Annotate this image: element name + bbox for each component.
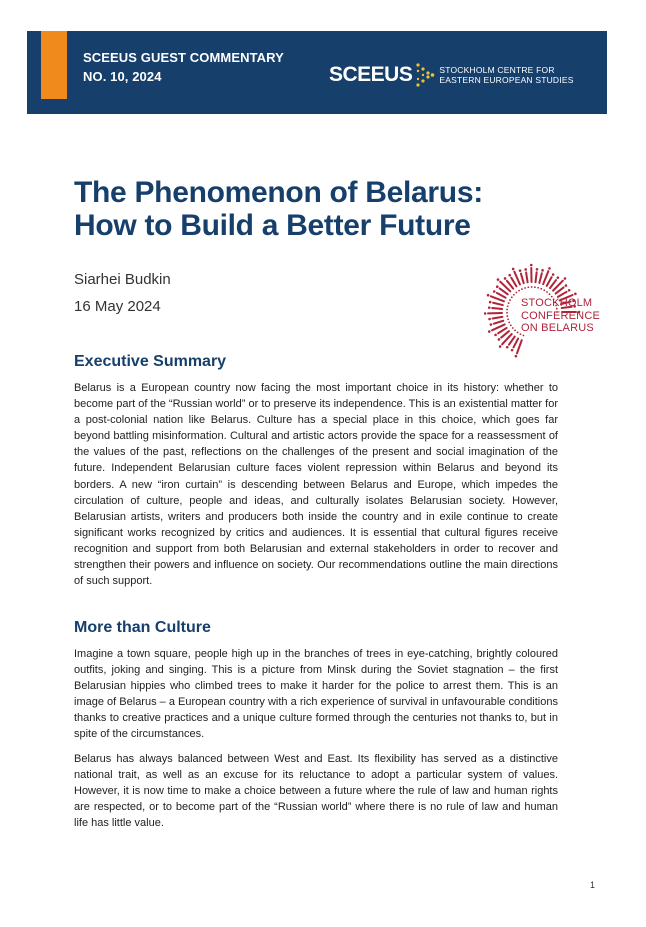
conference-logo — [484, 262, 624, 362]
body-paragraph: Imagine a town square, people high up in the branches of trees in eye-catching, brightly coloured outfits, joking and singing. This is a picture from Minsk during the Soviet stagnation – the first Belarusian hippies who climbed trees to make it harder for the police to arrest them. This is an image of Belarus – a European country with a rich experience of survival in unfavourable conditions thanks to creative practices and a unique culture formed through the centuries not thanks to, but in spite of the circumstances. — [74, 648, 558, 741]
logo-sub-line1: STOCKHOLM CENTRE FOR — [439, 65, 555, 75]
series-title: SCEEUS GUEST COMMENTARY — [83, 50, 284, 65]
series-label — [83, 48, 284, 86]
title-line1: The Phenomenon of Belarus: — [74, 176, 483, 209]
section-heading: Executive Summary — [74, 353, 227, 370]
body-paragraph: Belarus has always balanced between West and East. Its flexibility has served as a distinctive national trait, as well as an excuse for its reluctance to adopt a particular system of values. However, it is now time to make a choice between a future where the rule of law and human rights are respected, or to become part of the “Russian world” where there is no rule of law and human life has little value. — [74, 753, 558, 830]
publication-date: 16 May 2024 — [74, 298, 161, 315]
sceeus-logo-word: SCEEUS — [329, 63, 413, 86]
conf-line2: CONFERENCE — [521, 309, 601, 322]
page-number: 1 — [590, 880, 596, 890]
conf-line1: STOCKHOLM — [521, 297, 593, 309]
sceeus-logo — [329, 60, 574, 90]
series-number: NO. 10, 2024 — [83, 69, 162, 84]
title-line2: How to Build a Better Future — [74, 209, 471, 242]
conference-logo-text — [521, 297, 600, 335]
logo-sub-line2: EASTERN EUROPEAN STUDIES — [439, 75, 574, 85]
document-title — [74, 176, 594, 242]
sceeus-logo-subtitle — [439, 65, 573, 85]
section-heading: More than Culture — [74, 619, 211, 636]
body-paragraph: Belarus is a European country now facing the most important choice in its history: whether to become part of the “Russian world” or to preserve its independence. This is an existential matter for a post-colonial nation like Belarus. Culture has a special place in this choice, which goes far beyond battling misinformation. Cultural and artistic actors provide the space for a reassessment of the values of the past, reflections on the challenges of the present and social imagination of the future. Independent Belarusian culture faces violent repression within Belarus and beyond its borders. A new “iron curtain” is descending between Belarus and Europe, which impedes the circulation of culture, people and ideas, and culturally isolates Belarusian society. However, Belarusian artists, writers and producers both inside the country and in exile continue to create significant works recognized by critics and audiences. It is essential that cultural figures receive recognition and support from both Belarusian and external stakeholders in order to recover and strengthen their powers and influence on society. Our recommendations outline the main directions of such support. — [74, 382, 558, 588]
conf-line3: ON BELARUS — [521, 322, 594, 334]
header-banner — [27, 31, 607, 114]
dots-arrow-icon — [415, 62, 435, 88]
author-name: Siarhei Budkin — [74, 271, 171, 288]
orange-accent-bar — [41, 31, 67, 99]
